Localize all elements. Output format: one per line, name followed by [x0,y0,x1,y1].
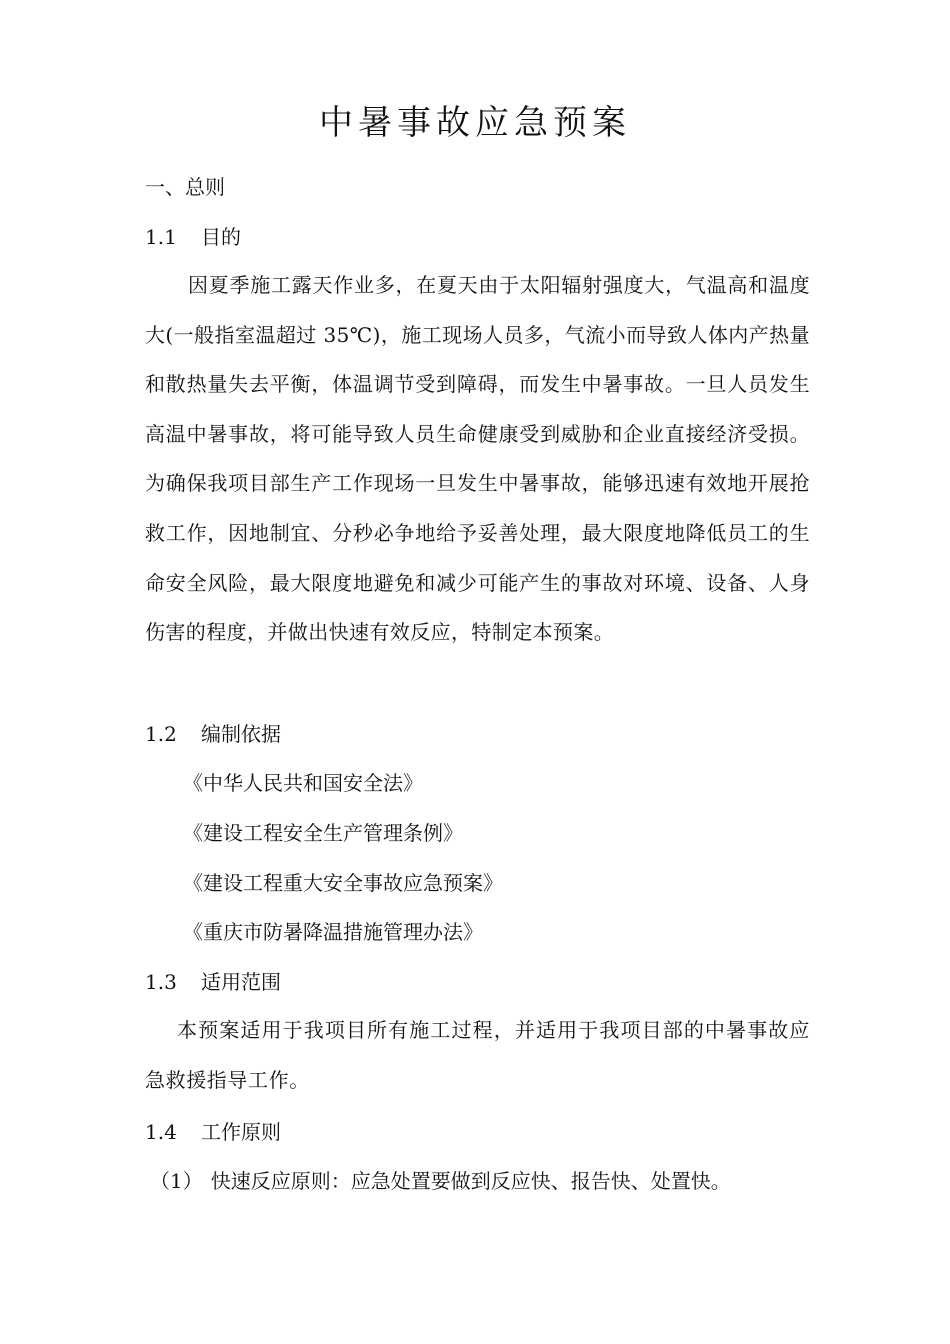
reference-item: 《重庆市防暑降温措施管理办法》 [183,920,483,944]
subsection-heading-purpose [145,222,810,252]
subsection-heading-scope [145,967,810,997]
section-heading-general: 一、总则 [145,175,225,199]
subsection-title: 适用范围 [201,970,281,994]
reference-item: 《建设工程重大安全事故应急预案》 [183,871,503,895]
subsection-title: 编制依据 [201,722,281,746]
purpose-paragraph: 因夏季施工露天作业多，在夏天由于太阳辐射强度大，气温高和温度大(一般指室温超过 35℃)，施工现场人员多，气流小而导致人体内产热量和散热量失去平衡，体温调节受到障碍，而发生中暑事故。一旦人员发生高温中暑事故，将可能导致人员生命健康受到威胁和企业直接经济受损。为确保我项目部生产工作现场一旦发生中暑事故，能够迅速有效地开展抢救工作，因地制宜、分秒必争地给予妥善处理，最大限度地降低员工的生命安全风险，最大限度地避免和减少可能产生的事故对环境、设备、人身伤害的程度，并做出快速有效反应，特制定本预案。 [145,273,810,645]
reference-item: 《建设工程安全生产管理条例》 [183,821,463,845]
principle-item [150,1166,815,1196]
scope-paragraph: 本预案适用于我项目所有施工过程，并适用于我项目部的中暑事故应急救援指导工作。 [145,1018,810,1092]
subsection-number: 1.2 [145,722,177,746]
subsection-heading-basis [145,719,810,749]
subsection-title: 目的 [201,225,241,249]
subsection-number: 1.4 [145,1120,177,1144]
document-title: 中暑事故应急预案 [319,103,631,143]
subsection-heading-principles [145,1117,810,1147]
principle-item-label: （1） [150,1169,203,1193]
subsection-number: 1.3 [145,970,177,994]
subsection-number: 1.1 [145,225,177,249]
reference-item: 《中华人民共和国安全法》 [183,771,423,795]
principle-item-text: 快速反应原则：应急处置要做到反应快、报告快、处置快。 [210,1169,731,1193]
subsection-title: 工作原则 [201,1120,281,1144]
